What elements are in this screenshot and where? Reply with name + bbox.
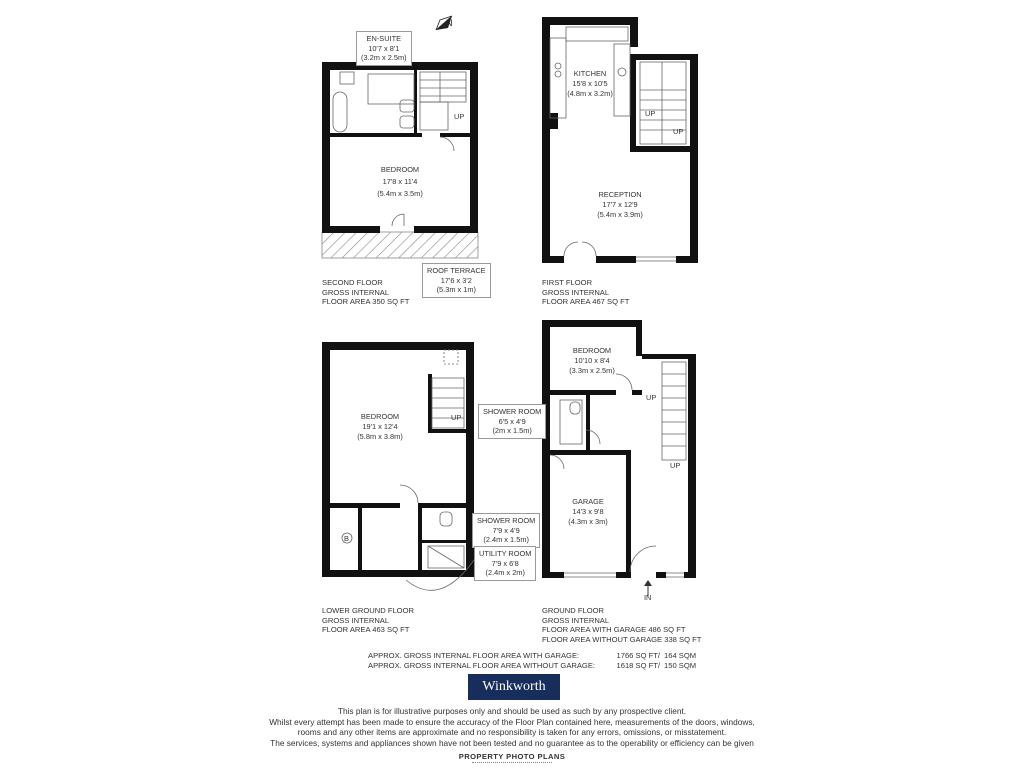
total-with-garage-label: APPROX. GROSS INTERNAL FLOOR AREA WITH GARAGE: — [368, 651, 580, 660]
garage-dim-imperial: 14'3 x 9'8 — [572, 507, 604, 516]
bedroom-second-dim-imperial: 17'8 x 11'4 — [382, 177, 418, 186]
reception-dim-metric: (5.4m x 3.9m) — [597, 210, 643, 219]
up-label: UP — [454, 112, 465, 121]
floor-area-without-garage: FLOOR AREA WITHOUT GARAGE 338 SQ FT — [542, 634, 702, 644]
roof-terrace-name: ROOF TERRACE — [427, 266, 486, 275]
logo-underline — [472, 762, 552, 765]
ground-floor-plan — [542, 320, 696, 602]
bedroom-ground-dim-metric: (3.3m x 2.5m) — [569, 366, 615, 375]
ground-floor-walls — [542, 320, 696, 578]
floor-gross-internal: GROSS INTERNAL — [322, 287, 390, 297]
total-with-garage-row — [368, 651, 696, 661]
floor-area-with-garage: FLOOR AREA WITH GARAGE 486 SQ FT — [542, 625, 686, 635]
ensuite-name: EN-SUITE — [366, 34, 402, 43]
first-floor-plan — [542, 17, 698, 263]
roof-terrace-callout — [422, 263, 491, 298]
bedroom-ground-dim-imperial: 10'10 x 8'4 — [574, 356, 610, 365]
roof-terrace-hatch — [322, 232, 478, 258]
ensuite-callout — [356, 31, 412, 66]
property-photo-plans-logo: PROPERTY PHOTO PLANS — [458, 752, 566, 761]
floor-name: SECOND FLOOR — [322, 278, 383, 287]
disclaimer-line: This plan is for illustrative purposes only and should be used as such by any prospective client. — [337, 706, 687, 716]
total-without-garage-label: APPROX. GROSS INTERNAL FLOOR AREA WITHOUT GARAGE: — [368, 660, 596, 670]
shower-room-ground-dim-imperial: 6'5 x 4'9 — [498, 416, 526, 426]
garage-name: GARAGE — [572, 497, 604, 506]
shower-room-lower-dim-metric: (2.4m x 1.5m) — [483, 535, 529, 544]
bedroom-lower-dim-imperial: 19'1 x 12'4 — [362, 422, 398, 431]
floor-name: GROUND FLOOR — [542, 606, 605, 615]
first-floor-info — [542, 278, 629, 307]
second-floor-labels — [377, 112, 464, 198]
utility-room-dim-metric: (2.4m x 2m) — [485, 568, 525, 577]
total-with-garage-sqm: 164 SQM — [664, 651, 697, 660]
floor-name: LOWER GROUND FLOOR — [322, 606, 414, 615]
roof-terrace-dim-metric: (5.3m x 1m) — [436, 285, 476, 294]
reception-dim-imperial: 17'7 x 12'9 — [602, 200, 638, 209]
floor-name: FIRST FLOOR — [542, 278, 593, 287]
reception-name: RECEPTION — [598, 190, 642, 199]
floor-gross-internal: GROSS INTERNAL — [542, 287, 610, 297]
floor-area: FLOOR AREA 463 SQ FT — [322, 625, 410, 635]
roof-terrace-dim-imperial: 17'6 x 3'2 — [440, 275, 472, 285]
bedroom-lower-dim-metric: (5.8m x 3.8m) — [357, 432, 403, 441]
compass-letter: N — [446, 18, 453, 28]
up-label: UP — [646, 393, 657, 402]
floor-area: FLOOR AREA 467 SQ FT — [542, 297, 630, 307]
total-without-garage-sqft: 1618 SQ FT/ — [616, 660, 660, 670]
lower-ground-floor-plan — [322, 342, 474, 590]
utility-room-name: UTILITY ROOM — [479, 549, 532, 558]
utility-room-dim-imperial: 7'9 x 6'8 — [491, 558, 519, 568]
floor-gross-internal: GROSS INTERNAL — [322, 615, 390, 625]
disclaimer — [240, 706, 784, 748]
floor-area: FLOOR AREA 350 SQ FT — [322, 297, 410, 307]
ground-floor-info — [542, 606, 701, 644]
shower-room-lower-name: SHOWER ROOM — [477, 516, 536, 525]
up-label: UP — [670, 461, 681, 470]
up-label: UP — [451, 413, 462, 422]
in-label: IN — [644, 593, 652, 602]
compass-icon — [436, 16, 453, 30]
disclaimer-line: Whilst every attempt has been made to ensure the accuracy of the Floor Plan contained here, measurements of the doors, windows, — [269, 716, 755, 727]
disclaimer-line: rooms and any other items are approximate and no responsibility is taken for any errors, omissions, or misstatement. — [297, 727, 727, 738]
bedroom-second-name: BEDROOM — [380, 165, 420, 174]
disclaimer-line: The services, systems and appliances shown have not been tested and no guarantee as to the operability or efficiency can be given — [270, 737, 754, 748]
shower-room-ground-dim-metric: (2m x 1.5m) — [492, 426, 532, 435]
boiler-label: B — [344, 534, 349, 543]
floor-gross-internal: GROSS INTERNAL — [542, 615, 610, 625]
total-area-summary — [368, 651, 696, 670]
garage-dim-metric: (4.3m x 3m) — [568, 517, 608, 526]
second-floor-info — [322, 278, 409, 307]
total-without-garage-sqm: 150 SQM — [664, 660, 697, 670]
utility-room-callout — [474, 546, 536, 581]
shower-room-ground-callout — [478, 404, 546, 439]
ensuite-dim-imperial: 10'7 x 8'1 — [368, 43, 400, 53]
second-floor-fixtures — [333, 72, 466, 226]
total-without-garage-row — [368, 661, 696, 671]
bedroom-second-dim-metric: (5.4m x 3.5m) — [377, 189, 423, 198]
kitchen-dim-imperial: 15'8 x 10'5 — [572, 79, 608, 88]
shower-room-lower-callout — [472, 513, 540, 548]
ensuite-dim-metric: (3.2m x 2.5m) — [361, 53, 407, 62]
kitchen-name: KITCHEN — [573, 69, 607, 78]
winkworth-logo: Winkworth — [468, 674, 560, 700]
shower-room-ground-name: SHOWER ROOM — [483, 407, 542, 416]
up-label: UP — [645, 109, 656, 118]
total-with-garage-sqft: 1766 SQ FT/ — [616, 651, 660, 660]
ground-floor-labels — [568, 346, 680, 602]
bedroom-ground-name: BEDROOM — [572, 346, 612, 355]
first-floor-walls — [542, 17, 698, 263]
first-floor-fixtures — [550, 27, 686, 261]
shower-room-lower-dim-imperial: 7'9 x 4'9 — [492, 525, 520, 535]
lower-ground-floor-info — [322, 606, 414, 635]
kitchen-dim-metric: (4.8m x 3.2m) — [567, 89, 613, 98]
bedroom-lower-name: BEDROOM — [360, 412, 400, 421]
up-label: UP — [673, 127, 684, 136]
